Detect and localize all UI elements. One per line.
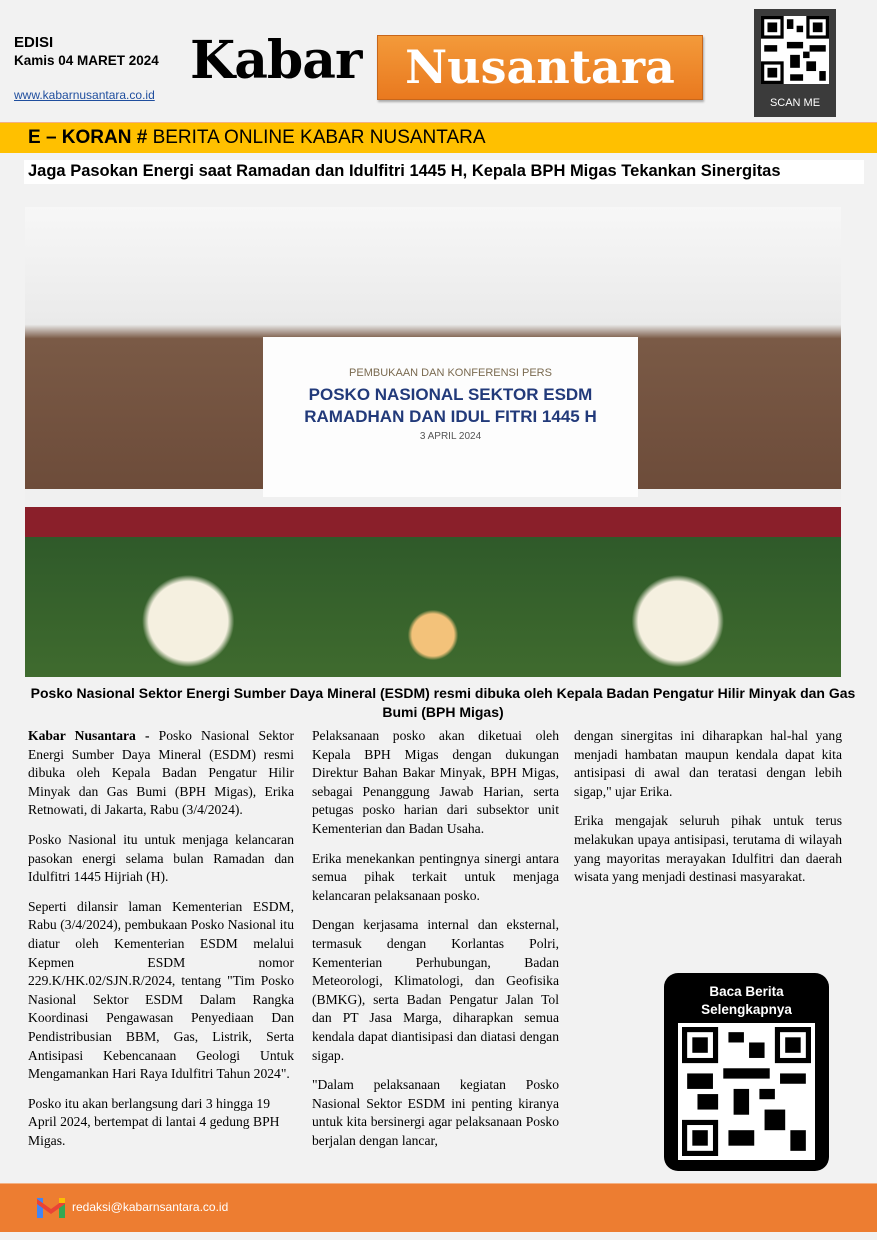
- email-link[interactable]: redaksi@kabarnsantara.co.id: [72, 1200, 229, 1214]
- logo-kabar: Kabar: [190, 30, 362, 91]
- gmail-icon: [37, 1196, 65, 1218]
- read-more-qr[interactable]: [664, 973, 829, 1171]
- qr-code-icon: [761, 16, 829, 84]
- footer: [0, 1183, 877, 1232]
- band-prefix: E – KORAN #: [28, 127, 148, 148]
- band-title: BERITA ONLINE KABAR NUSANTARA: [147, 127, 486, 148]
- read-more-line1: Baca Berita: [709, 984, 784, 999]
- paragraph: Posko itu akan berlangsung dari 3 hingga 19 April 2024, bertempat di lantai 4 gedung BPH Migas.: [28, 1095, 280, 1148]
- paragraph: "Dalam pelaksanaan kegiatan Posko Nasional Sektor ESDM ini penting kiranya untuk kita bersinergi agar pelaksanaan Posko berjalan dengan lancar,: [312, 1077, 559, 1148]
- article-column-2: [312, 727, 559, 1161]
- paragraph: Posko Nasional Sektor Energi Sumber Daya Mineral (ESDM) resmi dibuka oleh Kepala Badan Pengatur Hilir Minyak dan Gas Bumi (BPH Migas), Erika Retnowati, di Jakarta, Rabu (3/4/2024).: [28, 728, 294, 818]
- edition-date: Kamis 04 MARET 2024: [14, 53, 159, 68]
- banner-line1: PEMBUKAAN DAN KONFERENSI PERS: [349, 367, 552, 379]
- article-photo: [25, 207, 841, 677]
- paragraph: dengan sinergitas ini diharapkan hal-hal yang menjadi hambatan maupun kendala dapat kita antisipasi di awal dan teratasi dengan lebih sigap," ujar Erika.: [574, 728, 842, 799]
- website-link[interactable]: www.kabarnusantara.co.id: [14, 88, 155, 102]
- article-column-1: [28, 727, 294, 1161]
- banner-line2: POSKO NASIONAL SEKTOR ESDM: [308, 385, 593, 404]
- photo-caption: Posko Nasional Sektor Energi Sumber Daya Mineral (ESDM) resmi dibuka oleh Kepala Badan Pengatur Hilir Minyak dan Gas Bumi (BPH Migas): [30, 685, 856, 720]
- edition-label: EDISI: [14, 34, 54, 51]
- paragraph: Erika mengajak seluruh pihak untuk terus melakukan upaya antisipasi, terutama di wilayah yang mayoritas merayakan Idulfitri dan daerah wisata yang menjadi destinasi masyarakat.: [574, 813, 842, 885]
- logo-nusantara: Nusantara: [377, 35, 703, 100]
- paragraph: Seperti dilansir laman Kementerian ESDM, Rabu (3/4/2024), pembukaan Posko Nasional itu diatur oleh Kementerian ESDM melalui Kepmen ESDM nomor 229.K/HK.02/SJN.R/2024, tentang "Tim Posko Nasional Sektor ESDM Dalam Rangka Koordinasi Pengawasan Penyediaan Dan Pendistribusian BBM, Gas, Listrik, Serta Antisipasi Kebencanaan Geologi Untuk Mengamankan Hari Raya Idulfitri Tahun 2024".: [28, 898, 294, 1082]
- banner-date: 3 APRIL 2024: [419, 431, 482, 442]
- paragraph: Erika menekankan pentingnya sinergi antara semua pihak terkait untuk menjaga kelancaran pelaksanaan posko.: [312, 850, 559, 903]
- read-more-line2: Selengkapnya: [701, 1002, 792, 1017]
- headline: Jaga Pasokan Energi saat Ramadan dan Idulfitri 1445 H, Kepala BPH Migas Tekankan Sinergitas: [24, 160, 864, 184]
- byline: Kabar Nusantara -: [28, 728, 159, 743]
- article-column-3: [574, 727, 842, 898]
- paragraph: Pelaksanaan posko akan diketuai oleh Kepala BPH Migas dengan dukungan Direktur Bahan Bakar Minyak, BPH Migas, sebagai Penanggung Jawab Harian, serta petugas posko harian dari subsektor unit Kementerian dan Badan Usaha.: [312, 728, 559, 836]
- paragraph: Posko Nasional itu untuk menjaga kelancaran pasokan energi selama bulan Ramadan dan Idulfitri 1445 Hijriah (H).: [28, 831, 294, 885]
- scan-me-label: SCAN ME: [769, 97, 821, 109]
- paragraph: Dengan kerjasama internal dan eksternal, termasuk dengan Korlantas Polri, Kementerian Perhubungan, Badan Meteorologi, Klimatologi, dan Geofisika (BMKG), serta Badan Pengatur Jalan Tol dan PT Jasa Marga, diharapkan semua kendala dapat diantisipasi dan diatasi dengan sigap.: [312, 917, 559, 1063]
- qr-code-top[interactable]: [754, 9, 836, 117]
- banner-line3: RAMADHAN DAN IDUL FITRI 1445 H: [304, 407, 597, 426]
- qr-code-icon: [682, 1027, 811, 1156]
- section-band: [0, 122, 877, 153]
